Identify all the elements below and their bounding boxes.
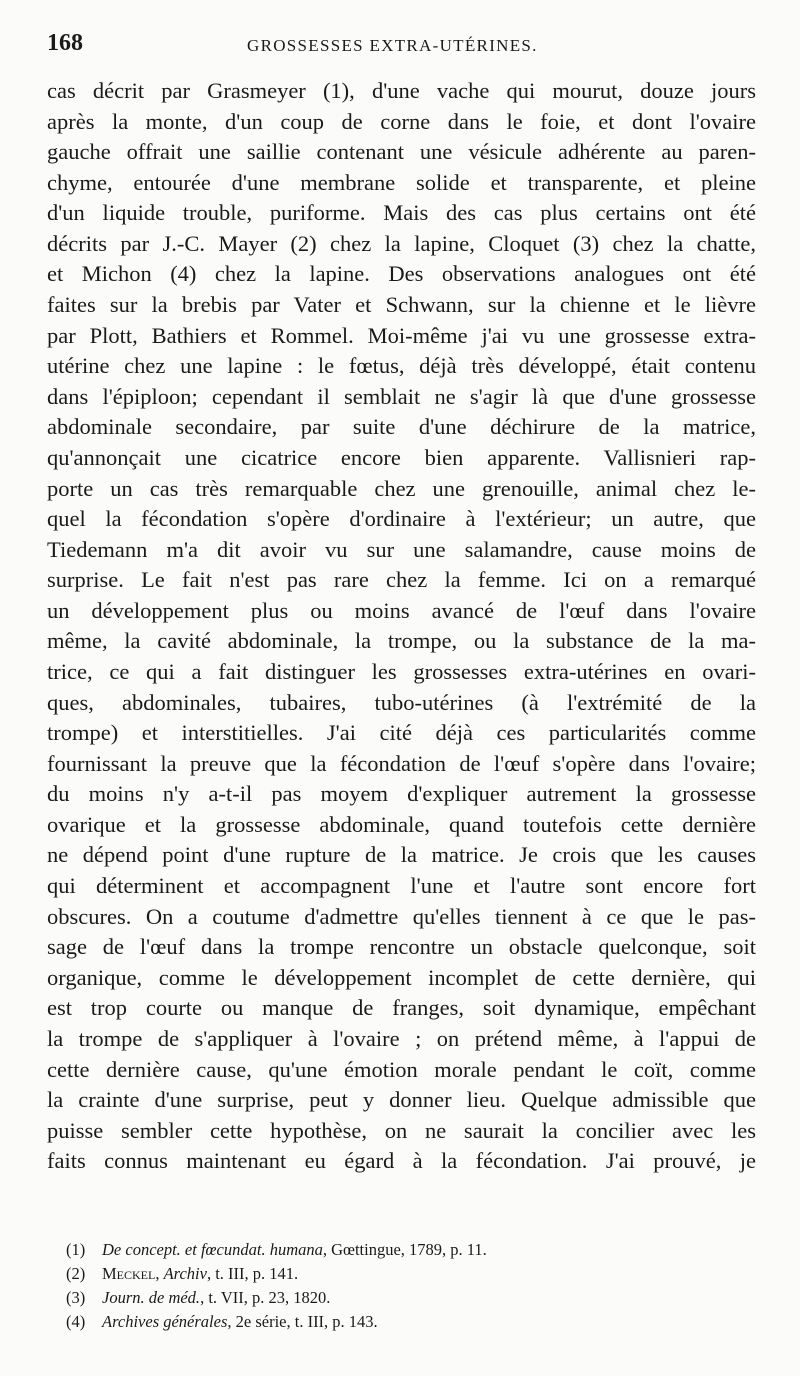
text-line: un développement plus ou moins avancé de l'œuf dans l'ovaire [47, 597, 756, 623]
page-header [47, 30, 752, 66]
text-line: chyme, entourée d'une membrane solide et transparente, et pleine [47, 169, 756, 195]
footnote-number: (3) [66, 1288, 86, 1307]
footnote [66, 1310, 706, 1334]
text-line: ne dépend point d'une rupture de la matrice. Je crois que les causes [47, 842, 756, 868]
text-line: par Plott, Bathiers et Rommel. Moi-même j'ai vu une grossesse extra- [47, 322, 756, 348]
text-line: la crainte d'une surprise, peut y donner lieu. Quelque admissible que [47, 1087, 756, 1113]
text-line: cette dernière cause, qu'une émotion morale pendant le coït, comme [47, 1056, 756, 1082]
text-line: d'un liquide trouble, puriforme. Mais des cas plus certains ont été [47, 200, 756, 226]
footnote-title: De concept. et fœcundat. humana [102, 1240, 323, 1259]
text-line: abdominale secondaire, par suite d'une déchirure de la matrice, [47, 414, 756, 440]
text-line: qu'annonçait une cicatrice encore bien apparente. Vallisnieri rap- [47, 444, 756, 470]
footnote-reference: , Gœttingue, 1789, p. 11. [322, 1240, 487, 1259]
footnote-reference: , t. VII, p. 23, 1820. [200, 1288, 331, 1307]
body-text [47, 76, 756, 1177]
text-line: quel la fécondation s'opère d'ordinaire à l'extérieur; un autre, que [47, 506, 756, 532]
text-line: même, la cavité abdominale, la trompe, ou la substance de la ma- [47, 628, 756, 654]
text-line: surprise. Le fait n'est pas rare chez la femme. Ici on a remarqué [47, 567, 756, 593]
footnote: (2) Meckel, Archiv, t. III, p. 141. [66, 1262, 706, 1286]
text-line: la trompe de s'appliquer à l'ovaire ; on prétend même, à l'appui de [47, 1025, 756, 1051]
text-line: trice, ce qui a fait distinguer les grossesses extra-utérines en ovari- [47, 658, 756, 684]
page-number: 168 [47, 30, 83, 56]
text-line: et Michon (4) chez la lapine. Des observations analogues ont été [47, 261, 756, 287]
footnote-title: Archiv [163, 1264, 207, 1283]
text-line: sage de l'œuf dans la trompe rencontre un obstacle quelconque, soit [47, 934, 756, 960]
footnote [66, 1238, 706, 1262]
text-line: fournissant la preuve que la fécondation de l'œuf s'opère dans l'ovaire; [47, 750, 756, 776]
footnote-number: (4) [66, 1312, 86, 1331]
text-line: faites sur la brebis par Vater et Schwann, sur la chienne et le lièvre [47, 292, 756, 318]
text-line: ques, abdominales, tubaires, tubo-utérines (à l'extrémité de la [47, 689, 756, 715]
footnote [66, 1286, 706, 1310]
footnote-title: Journ. de méd. [102, 1288, 201, 1307]
text-line: qui déterminent et accompagnent l'une et l'autre sont encore fort [47, 873, 756, 899]
text-line: du moins n'y a-t-il pas moyem d'expliquer autrement la grossesse [47, 781, 756, 807]
text-line: gauche offrait une saillie contenant une vésicule adhérente au paren- [47, 139, 756, 165]
text-line: porte un cas très remarquable chez une grenouille, animal chez le- [47, 475, 756, 501]
text-line: organique, comme le développement incomplet de cette dernière, qui [47, 964, 756, 990]
text-line: décrits par J.-C. Mayer (2) chez la lapine, Cloquet (3) chez la chatte, [47, 230, 756, 256]
text-line: après la monte, d'un coup de corne dans le foie, et dont l'ovaire [47, 108, 756, 134]
text-line: puisse sembler cette hypothèse, on ne saurait la concilier avec les [47, 1117, 756, 1143]
text-line: faits connus maintenant eu égard à la fécondation. J'ai prouvé, je [47, 1148, 756, 1174]
footnote-number: (2) [66, 1264, 86, 1283]
text-line: obscures. On a coutume d'admettre qu'elles tiennent à ce que le pas- [47, 903, 756, 929]
text-line: est trop courte ou manque de franges, soit dynamique, empêchant [47, 995, 756, 1021]
footnote-reference: , 2e série, t. III, p. 143. [227, 1312, 378, 1331]
running-head: GROSSESSES EXTRA-UTÉRINES. [247, 36, 538, 55]
text-line: Tiedemann m'a dit avoir vu sur une salamandre, cause moins de [47, 536, 756, 562]
footnote-reference: , t. III, p. 141. [206, 1264, 299, 1283]
text-line: ovarique et la grossesse abdominale, quand toutefois cette dernière [47, 811, 756, 837]
text-line: cas décrit par Grasmeyer (1), d'une vache qui mourut, douze jours [47, 78, 756, 103]
footnotes [66, 1238, 706, 1334]
footnote-title: Archives générales [102, 1312, 228, 1331]
text-line: dans l'épiploon; cependant il semblait ne s'agir là que d'une grossesse [47, 383, 756, 409]
footnote-author: Meckel [102, 1264, 156, 1283]
text-line: trompe) et interstitielles. J'ai cité déjà ces particularités comme [47, 720, 756, 746]
footnote-number: (1) [66, 1240, 86, 1259]
text-line: utérine chez une lapine : le fœtus, déjà très développé, était contenu [47, 353, 756, 379]
